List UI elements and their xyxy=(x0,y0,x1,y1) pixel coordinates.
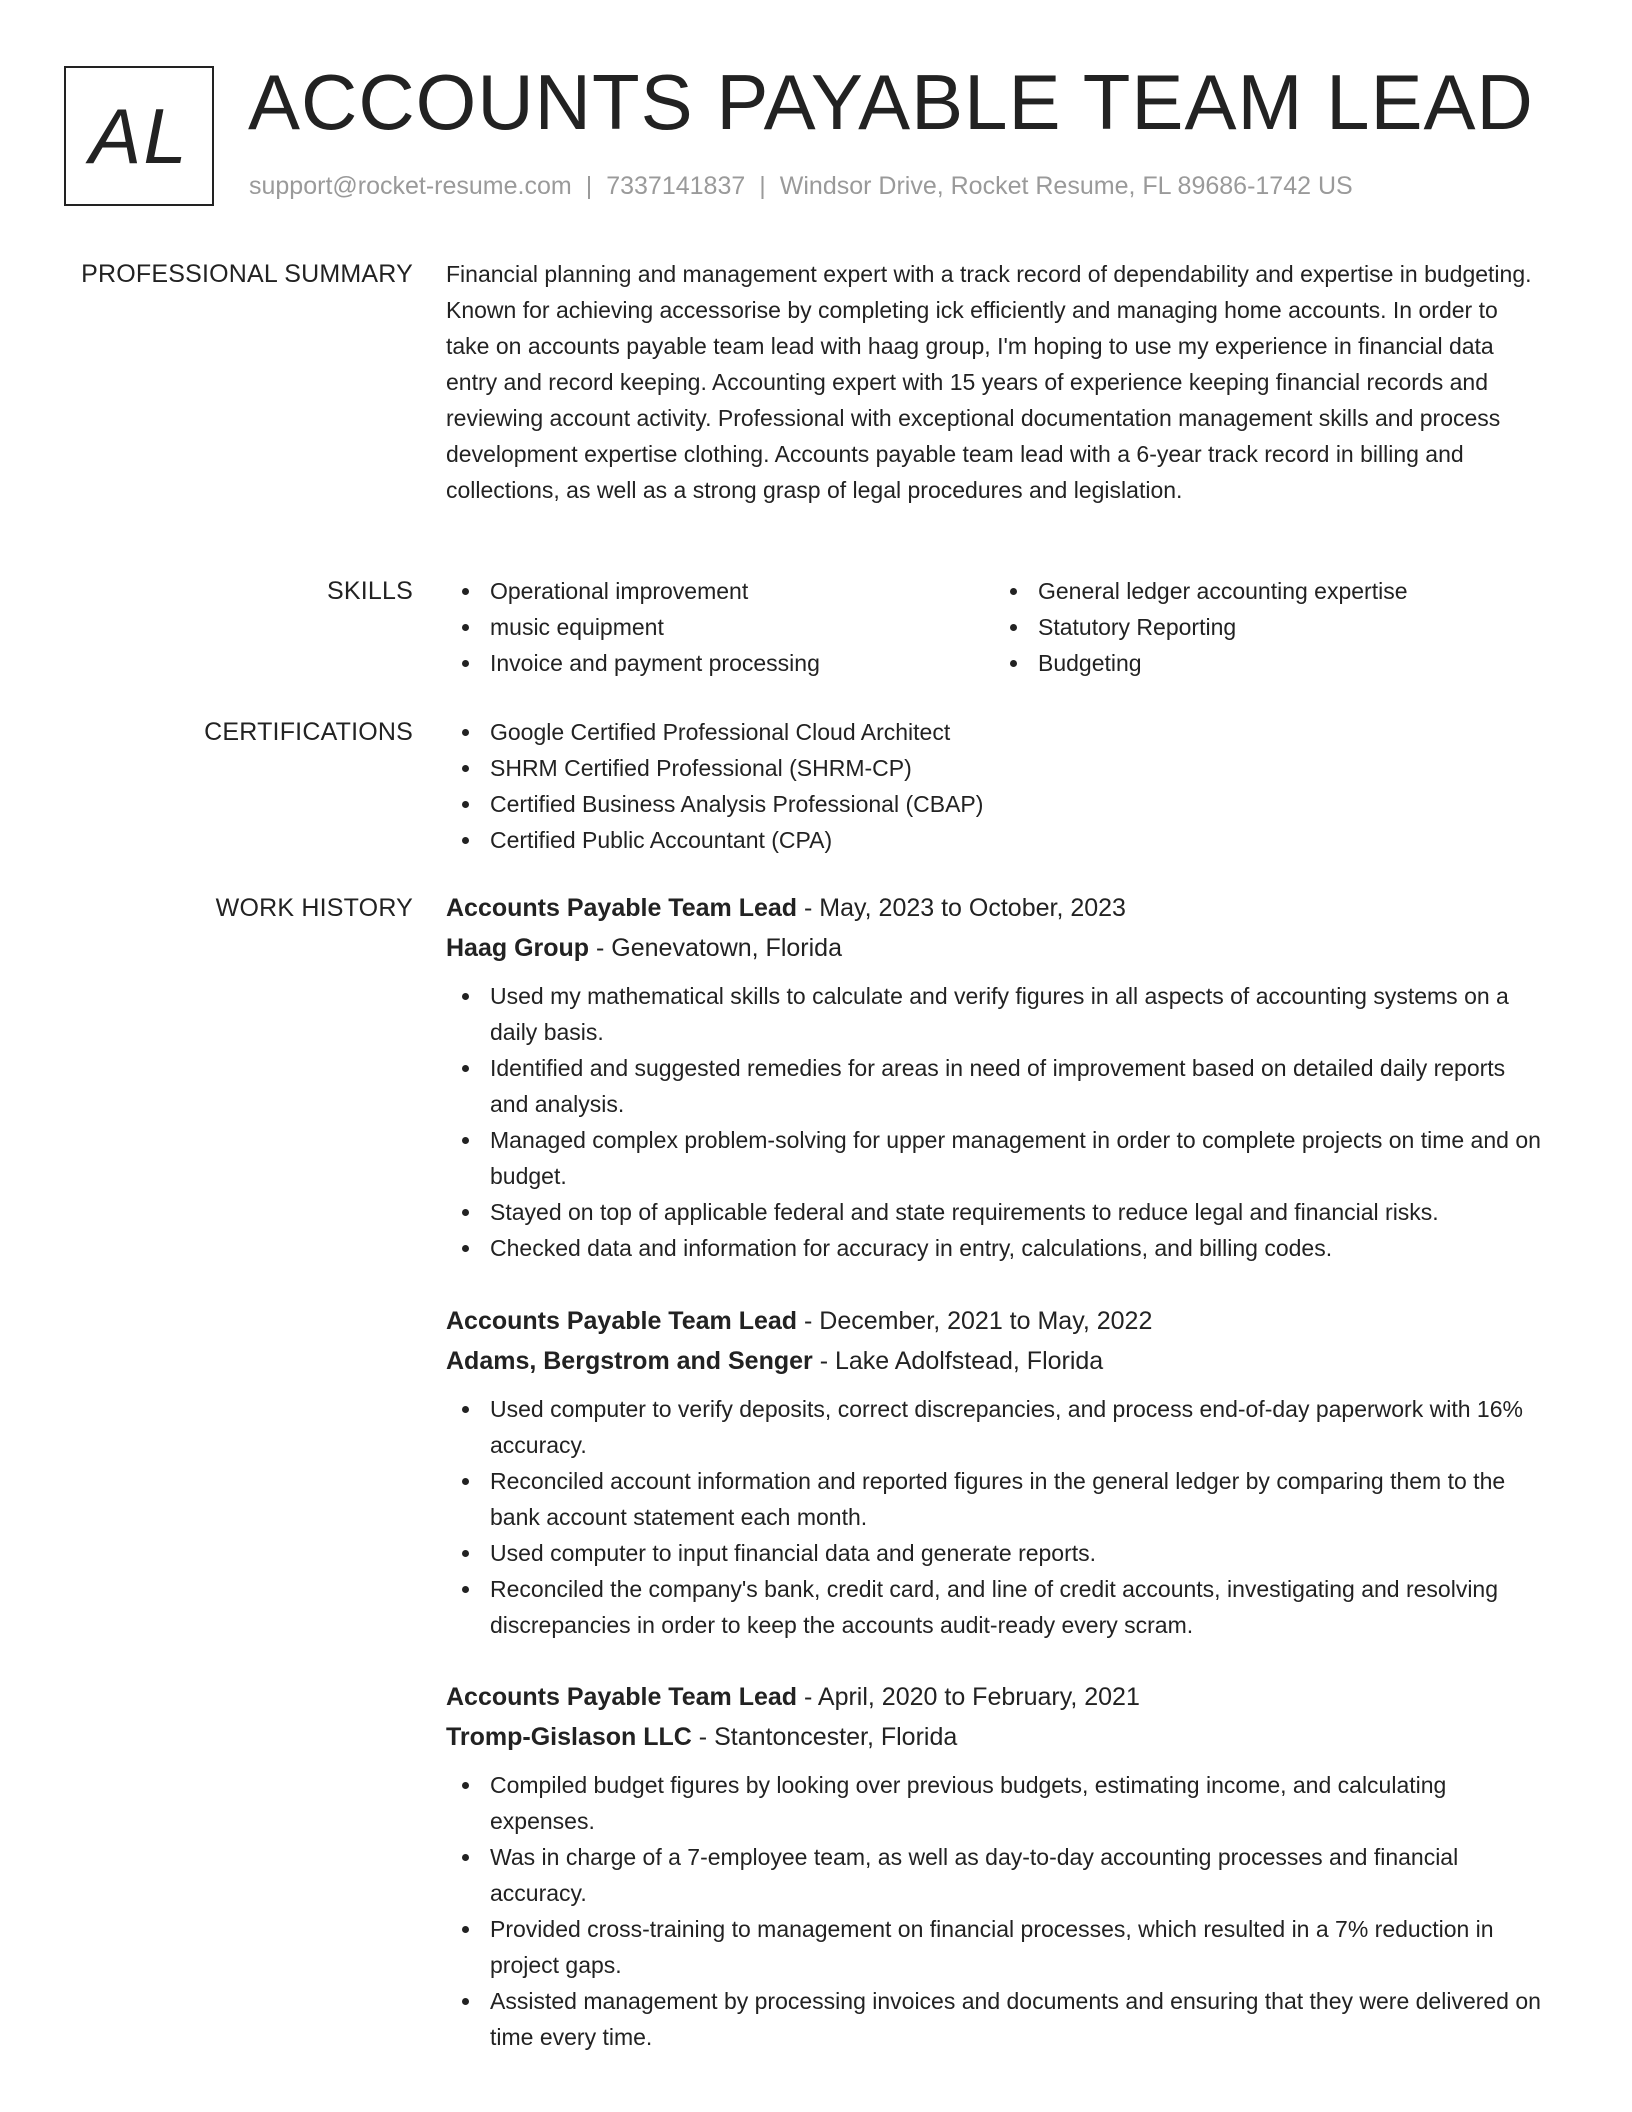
certifications-label: CERTIFICATIONS xyxy=(204,718,413,746)
contact-separator: | xyxy=(585,172,593,200)
job-dash: - xyxy=(812,1347,835,1375)
job-company-line xyxy=(446,928,1546,968)
contact-email: support@rocket-resume.com xyxy=(249,172,572,200)
job-bullet: Assisted management by processing invoices and documents and ensuring that they were delivered on time every time. xyxy=(446,1983,1546,2055)
job-location: Stantoncester, Florida xyxy=(714,1723,958,1751)
job-bullet: Compiled budget figures by looking over previous budgets, estimating income, and calculating expenses. xyxy=(446,1767,1546,1839)
certifications-body xyxy=(446,714,1546,858)
job-bullet: Managed complex problem-solving for upper management in order to complete projects on time and on budget. xyxy=(446,1122,1546,1194)
skills-column-right xyxy=(994,573,1542,681)
certification-item: Certified Public Accountant (CPA) xyxy=(446,822,1546,858)
job-bullet: Reconciled the company's bank, credit card, and line of credit accounts, investigating and resolving discrepancies in order to keep the accounts audit-ready every scram. xyxy=(446,1571,1546,1643)
resume-title: ACCOUNTS PAYABLE TEAM LEAD xyxy=(248,58,1534,146)
skill-item: Invoice and payment processing xyxy=(446,645,994,681)
job-title: Accounts Payable Team Lead xyxy=(446,894,798,922)
job-bullet: Reconciled account information and reported figures in the general ledger by comparing them to the bank account statement each month. xyxy=(446,1463,1546,1535)
skills-label: SKILLS xyxy=(327,577,413,605)
job-dash: - xyxy=(797,1307,820,1335)
job-body xyxy=(446,1301,1546,1643)
summary-label: PROFESSIONAL SUMMARY xyxy=(81,260,413,288)
certifications-list xyxy=(446,714,1546,858)
job-bullet: Checked data and information for accuracy in entry, calculations, and billing codes. xyxy=(446,1230,1546,1266)
job-body xyxy=(446,888,1546,1266)
certification-item: SHRM Certified Professional (SHRM-CP) xyxy=(446,750,1546,786)
job-dash: - xyxy=(691,1723,715,1751)
job-bullet: Used my mathematical skills to calculate and verify figures in all aspects of accounting systems on a daily basis. xyxy=(446,978,1546,1050)
job-title-line xyxy=(446,1301,1546,1341)
job-bullets xyxy=(446,1391,1546,1643)
skill-item: Budgeting xyxy=(994,645,1542,681)
job-bullets xyxy=(446,1767,1546,2055)
job-dash: - xyxy=(589,934,612,962)
job-dash: - xyxy=(797,1683,818,1711)
job-bullet: Identified and suggested remedies for areas in need of improvement based on detailed daily reports and analysis. xyxy=(446,1050,1546,1122)
work-history-label: WORK HISTORY xyxy=(215,894,413,922)
skill-item: General ledger accounting expertise xyxy=(994,573,1542,609)
skills-grid xyxy=(446,573,1546,681)
contact-phone: 7337141837 xyxy=(606,172,746,200)
job-location: Lake Adolfstead, Florida xyxy=(834,1347,1104,1375)
job-title-line xyxy=(446,1677,1546,1717)
monogram-badge xyxy=(64,66,214,206)
job-title-line xyxy=(446,888,1546,928)
summary-text: Financial planning and management expert with a track record of dependability and expertise in budgeting. Known for achieving accessorise by completing ick efficiently and managing home accounts. In order to take on accounts payable team lead with haag group, I'm hoping to use my experience in financial data entry and record keeping. Accounting expert with 15 years of experience keeping financial records and reviewing account activity. Professional with exceptional documentation management skills and process development expertise clothing. Accounts payable team lead with a 6-year track record in billing and collections, as well as a strong grasp of legal procedures and legislation. xyxy=(446,261,1532,503)
job-bullets xyxy=(446,978,1546,1266)
job-company-line xyxy=(446,1717,1546,1757)
job-body xyxy=(446,1677,1546,2055)
job-location: Genevatown, Florida xyxy=(611,934,842,962)
job-bullet: Stayed on top of applicable federal and state requirements to reduce legal and financial risks. xyxy=(446,1194,1546,1230)
job-bullet: Used computer to verify deposits, correct discrepancies, and process end-of-day paperwork with 16% accuracy. xyxy=(446,1391,1546,1463)
certification-item: Certified Business Analysis Professional (CBAP) xyxy=(446,786,1546,822)
job-company-line xyxy=(446,1341,1546,1381)
job-company: Adams, Bergstrom and Senger xyxy=(446,1347,813,1375)
job-dates: May, 2023 to October, 2023 xyxy=(819,894,1126,922)
job-title: Accounts Payable Team Lead xyxy=(446,1307,798,1335)
summary-body xyxy=(446,256,1546,508)
skill-item: Operational improvement xyxy=(446,573,994,609)
job-bullet: Was in charge of a 7-employee team, as well as day-to-day accounting processes and financial accuracy. xyxy=(446,1839,1546,1911)
skill-item: music equipment xyxy=(446,609,994,645)
job-dash: - xyxy=(797,894,820,922)
contact-separator: | xyxy=(759,172,766,200)
job-bullet: Provided cross-training to management on financial processes, which resulted in a 7% reduction in project gaps. xyxy=(446,1911,1546,1983)
certification-item: Google Certified Professional Cloud Architect xyxy=(446,714,1546,750)
job-company: Haag Group xyxy=(446,934,590,962)
job-dates: December, 2021 to May, 2022 xyxy=(819,1307,1153,1335)
monogram-initials: AL xyxy=(89,91,189,180)
job-bullet: Used computer to input financial data and generate reports. xyxy=(446,1535,1546,1571)
skill-item: Statutory Reporting xyxy=(994,609,1542,645)
job-dates: April, 2020 to February, 2021 xyxy=(817,1683,1140,1711)
job-title: Accounts Payable Team Lead xyxy=(446,1683,798,1711)
contact-address: Windsor Drive, Rocket Resume, FL 89686-1742 US xyxy=(779,172,1353,200)
contact-line xyxy=(249,172,1353,201)
job-company: Tromp-Gislason LLC xyxy=(446,1723,692,1751)
skills-column-left xyxy=(446,573,994,681)
